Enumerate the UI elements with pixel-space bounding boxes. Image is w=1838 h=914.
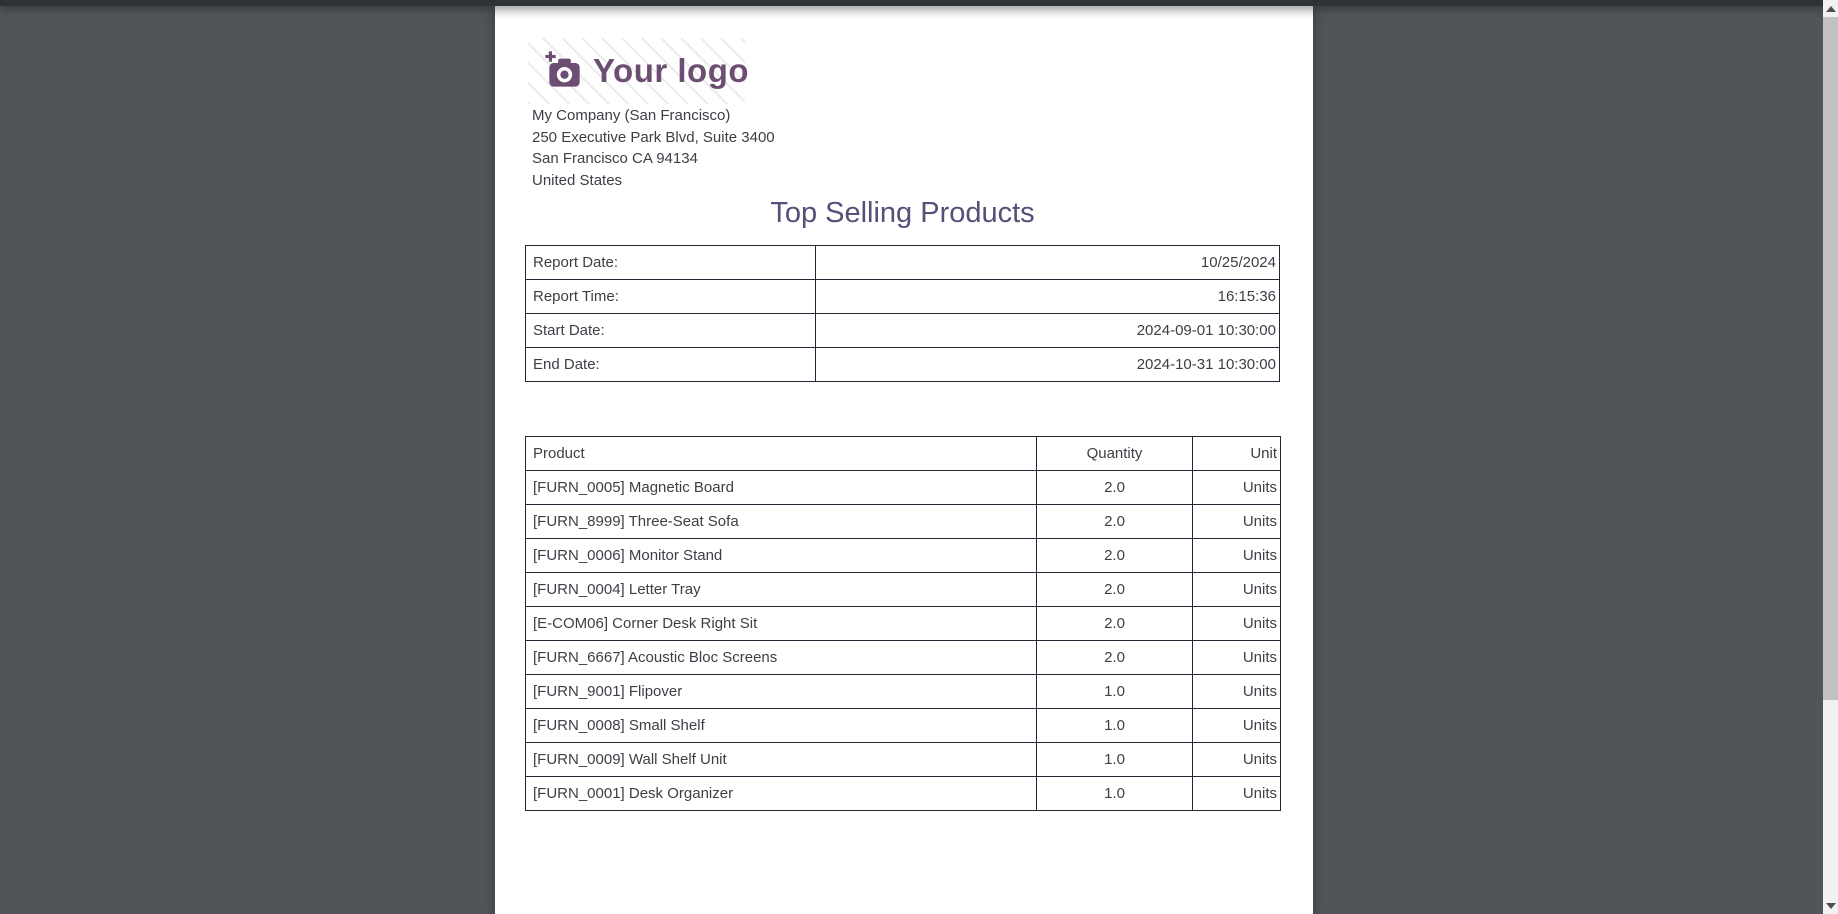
meta-row-end-date xyxy=(526,348,1280,382)
table-row xyxy=(526,607,1281,641)
products-header-row xyxy=(526,437,1281,471)
table-row xyxy=(526,743,1281,777)
unit-cell: Units xyxy=(1193,743,1281,777)
unit-cell: Units xyxy=(1193,675,1281,709)
product-cell: [FURN_8999] Three-Seat Sofa xyxy=(526,505,1037,539)
meta-value: 2024-09-01 10:30:00 xyxy=(816,314,1280,348)
product-cell: [FURN_6667] Acoustic Bloc Screens xyxy=(526,641,1037,675)
company-address-block xyxy=(532,105,775,192)
logo-text: Your logo xyxy=(593,52,750,89)
table-row xyxy=(526,777,1281,811)
products-table xyxy=(525,436,1281,811)
quantity-cell: 1.0 xyxy=(1037,777,1193,811)
unit-cell: Units xyxy=(1193,539,1281,573)
product-cell: [E-COM06] Corner Desk Right Sit xyxy=(526,607,1037,641)
unit-cell: Units xyxy=(1193,471,1281,505)
unit-cell: Units xyxy=(1193,709,1281,743)
table-row xyxy=(526,471,1281,505)
product-cell: [FURN_0008] Small Shelf xyxy=(526,709,1037,743)
table-row xyxy=(526,573,1281,607)
table-row xyxy=(526,505,1281,539)
table-row xyxy=(526,709,1281,743)
camera-plus-icon xyxy=(544,51,584,91)
report-page xyxy=(495,6,1313,914)
unit-cell: Units xyxy=(1193,607,1281,641)
unit-cell: Units xyxy=(1193,641,1281,675)
quantity-cell: 1.0 xyxy=(1037,675,1193,709)
company-logo-placeholder xyxy=(528,38,750,104)
company-name: My Company (San Francisco) xyxy=(532,107,731,124)
quantity-cell: 1.0 xyxy=(1037,743,1193,777)
quantity-cell: 2.0 xyxy=(1037,641,1193,675)
scrollbar-thumb[interactable] xyxy=(1823,17,1838,700)
vertical-scrollbar[interactable] xyxy=(1823,0,1838,914)
unit-cell: Units xyxy=(1193,573,1281,607)
unit-cell: Units xyxy=(1193,777,1281,811)
meta-value: 10/25/2024 xyxy=(816,246,1280,280)
meta-value: 2024-10-31 10:30:00 xyxy=(816,348,1280,382)
product-cell: [FURN_0004] Letter Tray xyxy=(526,573,1037,607)
top-toolbar-edge xyxy=(0,0,1838,6)
report-meta-table xyxy=(525,245,1280,382)
quantity-cell: 2.0 xyxy=(1037,471,1193,505)
quantity-cell: 2.0 xyxy=(1037,539,1193,573)
scroll-up-icon xyxy=(1826,6,1836,12)
product-cell: [FURN_9001] Flipover xyxy=(526,675,1037,709)
meta-label: Report Time: xyxy=(526,280,816,314)
table-row xyxy=(526,641,1281,675)
product-cell: [FURN_0006] Monitor Stand xyxy=(526,539,1037,573)
product-cell: [FURN_0001] Desk Organizer xyxy=(526,777,1037,811)
header-quantity: Quantity xyxy=(1037,437,1193,471)
company-country: United States xyxy=(532,172,623,190)
quantity-cell: 2.0 xyxy=(1037,505,1193,539)
product-cell: [FURN_0005] Magnetic Board xyxy=(526,471,1037,505)
quantity-cell: 2.0 xyxy=(1037,573,1193,607)
company-street: 250 Executive Park Blvd, Suite 3400 xyxy=(532,128,775,146)
quantity-cell: 2.0 xyxy=(1037,607,1193,641)
meta-row-start-date xyxy=(526,314,1280,348)
meta-label: Start Date: xyxy=(526,314,816,348)
scroll-down-button[interactable] xyxy=(1823,897,1838,914)
header-product: Product xyxy=(526,437,1037,471)
meta-label: End Date: xyxy=(526,348,816,382)
meta-label: Report Date: xyxy=(526,246,816,280)
product-cell: [FURN_0009] Wall Shelf Unit xyxy=(526,743,1037,777)
table-row xyxy=(526,539,1281,573)
meta-row-report-time xyxy=(526,280,1280,314)
meta-row-report-date xyxy=(526,246,1280,280)
scroll-up-button[interactable] xyxy=(1823,0,1838,17)
unit-cell: Units xyxy=(1193,505,1281,539)
header-unit: Unit xyxy=(1193,437,1281,471)
company-city: San Francisco CA 94134 xyxy=(532,150,698,168)
scroll-down-icon xyxy=(1826,903,1836,909)
quantity-cell: 1.0 xyxy=(1037,709,1193,743)
table-row xyxy=(526,675,1281,709)
meta-value: 16:15:36 xyxy=(816,280,1280,314)
report-title: Top Selling Products xyxy=(770,197,1035,229)
